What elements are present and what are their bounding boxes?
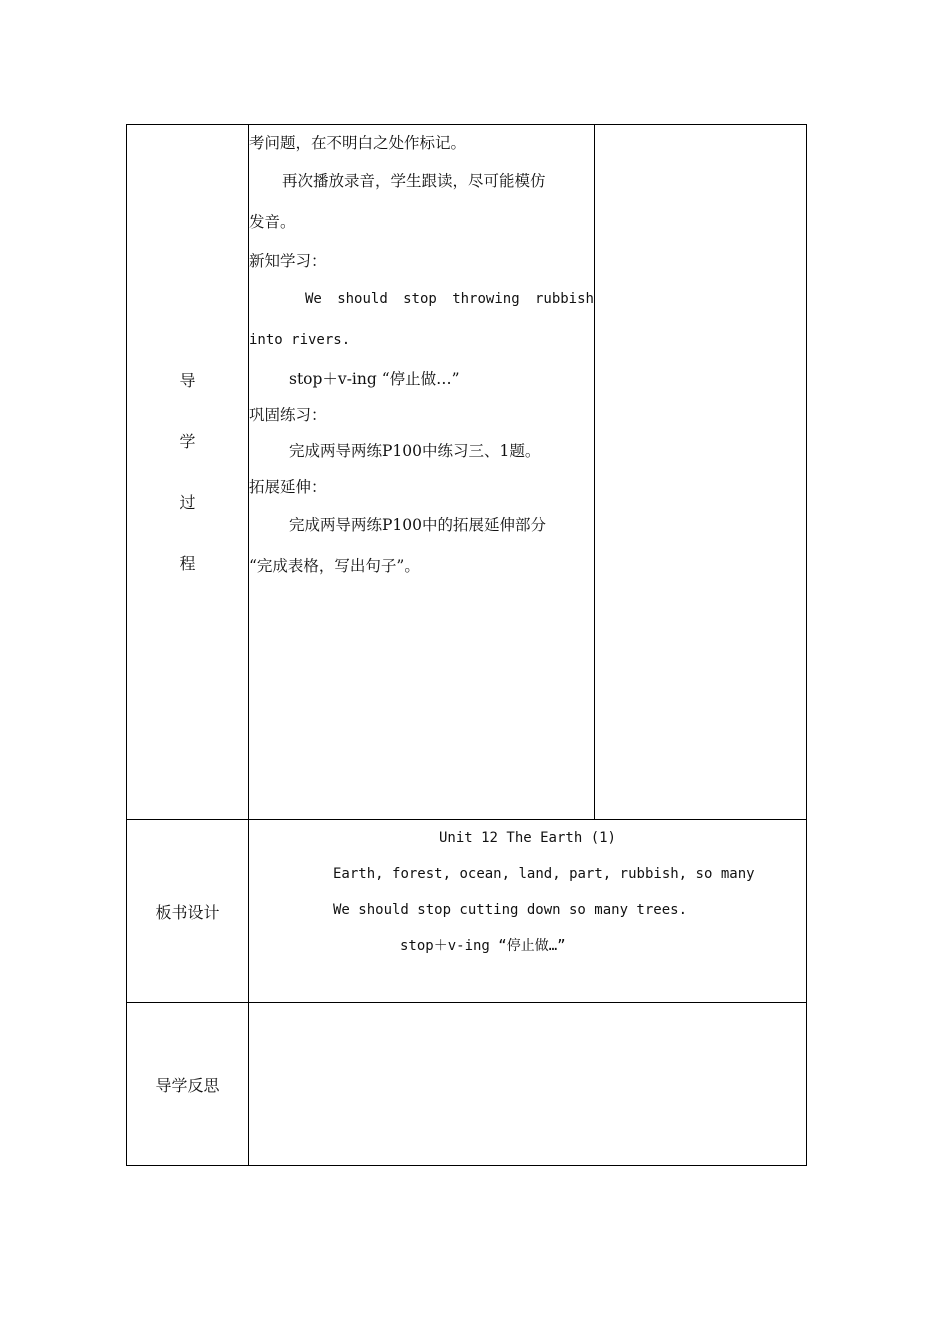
example-word: rubbish: [534, 291, 594, 307]
example-sentence-continued: into rivers.: [249, 332, 351, 348]
board-word: Earth,: [333, 866, 384, 882]
practice-text: 完成两导两练P100中练习三、1题。: [289, 442, 541, 460]
example-word: stop: [403, 291, 437, 307]
process-text-line: 发音。: [249, 213, 296, 231]
example-word: should: [337, 291, 388, 307]
board-word: land,: [518, 866, 561, 882]
process-label-cell: [127, 125, 249, 820]
board-word: ocean,: [459, 866, 511, 882]
process-text-line: 再次播放录音，学生跟读，尽可能模仿: [282, 172, 546, 190]
board-word: part,: [569, 866, 612, 882]
process-label-char: 程: [179, 554, 196, 573]
process-label: [127, 350, 248, 594]
grammar-pattern: stop＋v-ing “停止做…”: [289, 370, 460, 388]
section-heading-extension: 拓展延伸：: [249, 478, 327, 496]
board-title: Unit 12 The Earth (1): [438, 830, 616, 846]
board-sentence: We should stop cutting down so many trees.: [333, 902, 688, 918]
example-word: We: [305, 291, 322, 307]
section-heading-new-knowledge: 新知学习：: [249, 252, 327, 270]
process-row: [127, 125, 807, 820]
reflection-label: 导学反思: [127, 1003, 249, 1166]
section-heading-practice: 巩固练习：: [249, 406, 327, 424]
process-label-char: 导: [179, 371, 196, 390]
board-design-row: [127, 820, 807, 1003]
reflection-row: [127, 1003, 807, 1166]
board-design-label: 板书设计: [127, 820, 249, 1003]
process-text-line: 考问题，在不明白之处作标记。: [249, 134, 467, 152]
process-content-cell: [249, 125, 595, 820]
board-word: rubbish,: [619, 866, 688, 882]
board-word: forest,: [392, 866, 452, 882]
board-pattern: stop＋v-ing “停止做…”: [400, 938, 566, 954]
example-word: throwing: [452, 291, 520, 307]
board-design-content: [249, 820, 807, 1003]
extension-text-continued: “完成表格，写出句子”。: [249, 557, 420, 575]
process-notes-cell: [595, 125, 807, 820]
board-word: so many: [695, 866, 755, 882]
board-vocabulary: [249, 856, 806, 892]
lesson-plan-table: [126, 124, 807, 1166]
example-sentence: [249, 279, 594, 320]
process-label-char: 学: [179, 432, 196, 451]
extension-text: 完成两导两练P100中的拓展延伸部分: [289, 516, 547, 534]
process-label-char: 过: [179, 493, 196, 512]
reflection-content-cell: [249, 1003, 807, 1166]
